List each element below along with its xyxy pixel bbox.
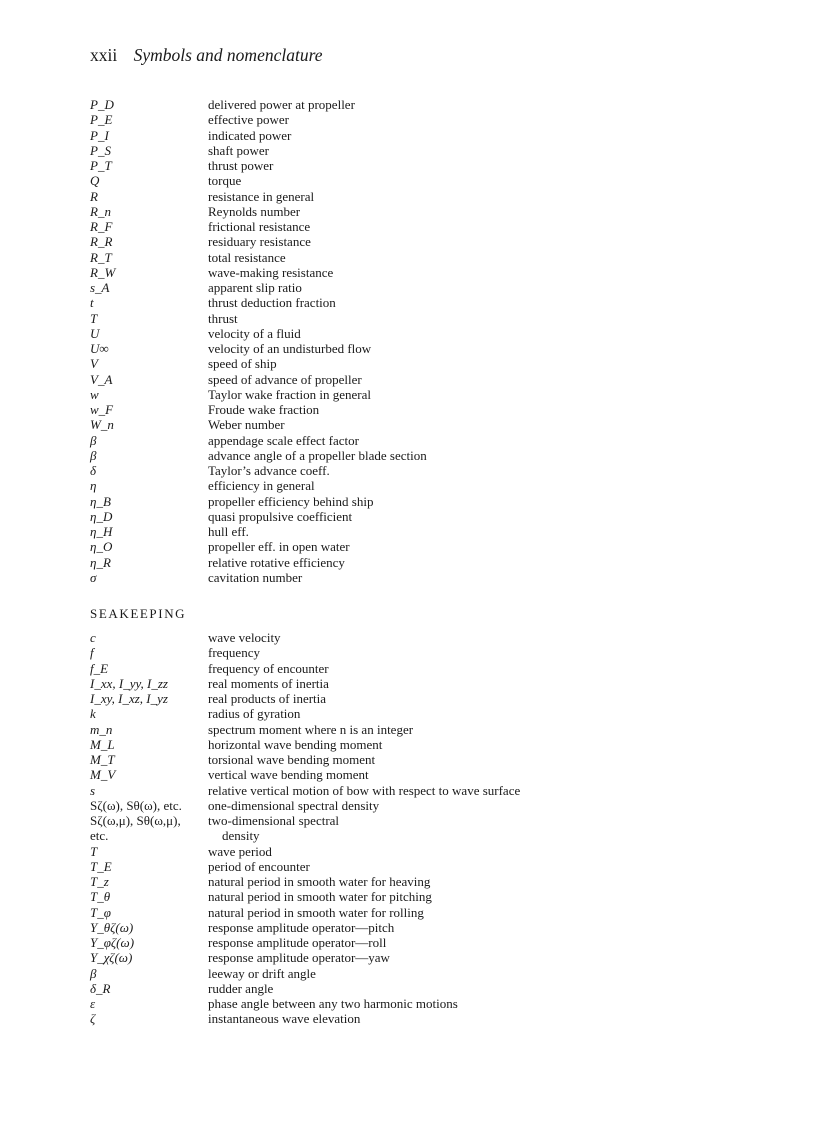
symbol: T_θ <box>90 889 111 905</box>
symbol: δ <box>90 463 97 478</box>
symbol: δ_R <box>90 980 111 996</box>
symbol: P_S <box>90 142 111 158</box>
definition: thrust power <box>208 158 274 173</box>
symbol: Sζ(ω,μ), Sθ(ω,μ), <box>90 813 181 828</box>
definition: response amplitude operator—pitch <box>208 919 395 935</box>
symbol: η_O <box>90 539 113 555</box>
definition: one-dimensional spectral density <box>208 797 380 813</box>
symbol-row <box>90 950 710 965</box>
symbol: Y_χζ(ω) <box>90 950 133 966</box>
definition: propeller eff. in open water <box>208 539 350 555</box>
symbol: η_R <box>90 554 111 570</box>
definition: period of encounter <box>208 858 310 874</box>
symbol: Y_θζ(ω) <box>90 919 134 935</box>
definition: thrust <box>208 310 238 326</box>
definition: torque <box>208 173 242 189</box>
symbol-row <box>90 570 710 585</box>
definition: density <box>222 828 260 844</box>
symbol: P_I <box>90 127 109 143</box>
symbol: η <box>90 478 97 494</box>
page-number: xxii <box>90 45 118 65</box>
symbol-row <box>90 676 710 691</box>
definition: wave-making resistance <box>208 264 334 280</box>
symbol-row <box>90 143 710 158</box>
definition: efficiency in general <box>208 478 315 494</box>
symbol: W_n <box>90 417 114 433</box>
symbol: R <box>90 188 98 204</box>
symbol-row <box>90 280 710 295</box>
symbol-row <box>90 844 710 859</box>
symbol-row <box>90 783 710 798</box>
symbol: m_n <box>90 721 113 737</box>
symbol-row <box>90 539 710 554</box>
definition: resistance in general <box>208 188 315 204</box>
symbol: R_T <box>90 249 112 265</box>
definition: total resistance <box>208 249 286 265</box>
symbol: Sζ(ω), Sθ(ω), etc. <box>90 797 182 813</box>
symbol: η_D <box>90 508 113 524</box>
symbol: M_T <box>90 752 115 767</box>
symbol-row <box>90 509 710 524</box>
symbol-row <box>90 387 710 402</box>
symbol: f_E <box>90 660 109 676</box>
definition: thrust deduction fraction <box>208 295 336 311</box>
symbol-row <box>90 265 710 280</box>
symbol-row <box>90 737 710 752</box>
definition: torsional wave bending moment <box>208 752 376 767</box>
symbol: c <box>90 630 96 645</box>
symbol-row <box>90 691 710 706</box>
definition: response amplitude operator—yaw <box>208 950 390 966</box>
definition: frictional resistance <box>208 219 311 234</box>
symbol: R_n <box>90 203 111 219</box>
symbol-row <box>90 706 710 721</box>
symbol-row <box>90 219 710 234</box>
symbol: ε <box>90 996 96 1011</box>
section-heading-seakeeping: SEAKEEPING <box>90 606 187 621</box>
seakeeping-symbol-list <box>90 630 710 1027</box>
definition: cavitation number <box>208 569 303 585</box>
symbol-row <box>90 722 710 737</box>
definition: appendage scale effect factor <box>208 432 359 448</box>
symbol-row <box>90 189 710 204</box>
symbol: w_F <box>90 402 114 417</box>
propulsion-symbol-list <box>90 97 710 585</box>
symbol: f <box>90 645 94 661</box>
symbol-row <box>90 173 710 188</box>
symbol: V <box>90 356 98 372</box>
symbol: R_F <box>90 219 113 234</box>
definition: phase angle between any two harmonic motions <box>208 996 458 1011</box>
definition: real products of inertia <box>208 691 327 706</box>
symbol: V_A <box>90 371 113 387</box>
definition: horizontal wave bending moment <box>208 736 383 752</box>
symbol-row <box>90 524 710 539</box>
definition: hull eff. <box>208 524 249 539</box>
symbol: T <box>90 310 98 326</box>
symbol-row <box>90 448 710 463</box>
symbol-row <box>90 905 710 920</box>
symbol: η_H <box>90 524 113 539</box>
symbol: k <box>90 706 96 722</box>
definition: wave period <box>208 843 272 859</box>
definition: delivered power at propeller <box>208 97 355 112</box>
symbol-row <box>90 874 710 889</box>
definition: response amplitude operator—roll <box>208 935 387 950</box>
symbol: σ <box>90 569 97 585</box>
symbol-row <box>90 935 710 950</box>
symbol: P_E <box>90 112 113 128</box>
symbol: etc. <box>90 828 109 844</box>
definition: quasi propulsive coefficient <box>208 508 353 524</box>
symbol-row <box>90 341 710 356</box>
symbol: R_R <box>90 234 113 250</box>
symbol: U <box>90 325 100 341</box>
running-title: Symbols and nomenclature <box>133 45 323 65</box>
symbol: T_z <box>90 874 109 889</box>
symbol-row <box>90 372 710 387</box>
definition: natural period in smooth water for heaving <box>208 874 431 889</box>
symbol: U∞ <box>90 341 109 356</box>
definition: rudder angle <box>208 980 274 996</box>
symbol: T <box>90 843 98 859</box>
symbol-row <box>90 752 710 767</box>
definition: Weber number <box>208 417 285 433</box>
definition: natural period in smooth water for pitching <box>208 889 432 905</box>
definition: Froude wake fraction <box>208 402 320 417</box>
symbol-row <box>90 555 710 570</box>
symbol-row <box>90 402 710 417</box>
definition: effective power <box>208 112 289 128</box>
symbol: P_D <box>90 97 114 112</box>
symbol-row <box>90 112 710 127</box>
symbol: Q <box>90 173 100 189</box>
symbol: β <box>90 447 97 463</box>
definition: frequency <box>208 645 260 661</box>
symbol: w <box>90 386 99 402</box>
symbol-row <box>90 128 710 143</box>
definition: speed of ship <box>208 356 277 372</box>
definition: velocity of an undisturbed flow <box>208 341 372 356</box>
symbol: η_B <box>90 493 111 509</box>
definition: apparent slip ratio <box>208 280 302 295</box>
symbol-row <box>90 463 710 478</box>
symbol-row <box>90 97 710 112</box>
definition: relative vertical motion of bow with respect to wave surface <box>208 782 521 798</box>
symbol-row <box>90 645 710 660</box>
definition: Reynolds number <box>208 203 301 219</box>
symbol: s_A <box>90 280 110 295</box>
symbol-row <box>90 417 710 432</box>
symbol-row <box>90 996 710 1011</box>
definition: velocity of a fluid <box>208 325 301 341</box>
symbol: Y_φζ(ω) <box>90 935 135 950</box>
symbol-row <box>90 311 710 326</box>
symbol-row <box>90 859 710 874</box>
definition: indicated power <box>208 127 292 143</box>
definition: speed of advance of propeller <box>208 371 362 387</box>
symbol: P_T <box>90 158 112 173</box>
symbol-row <box>90 981 710 996</box>
symbol: β <box>90 432 97 448</box>
symbol: T_φ <box>90 904 111 920</box>
symbol: s <box>90 782 96 798</box>
definition: Taylor’s advance coeff. <box>208 463 330 478</box>
definition: advance angle of a propeller blade section <box>208 447 427 463</box>
symbol-row <box>90 158 710 173</box>
definition: real moments of inertia <box>208 675 329 691</box>
symbol: R_W <box>90 264 116 280</box>
definition: radius of gyration <box>208 706 301 722</box>
symbol-row <box>90 250 710 265</box>
symbol: ζ <box>90 1011 96 1027</box>
symbol-row <box>90 433 710 448</box>
definition: shaft power <box>208 142 270 158</box>
definition: instantaneous wave elevation <box>208 1011 361 1027</box>
symbol-row <box>90 478 710 493</box>
definition: residuary resistance <box>208 234 311 250</box>
symbol-row <box>90 767 710 782</box>
page-header <box>90 44 323 66</box>
symbol-row <box>90 356 710 371</box>
symbol-row <box>90 234 710 249</box>
symbol-row <box>90 1011 710 1026</box>
definition: frequency of encounter <box>208 660 329 676</box>
symbol: M_L <box>90 736 115 752</box>
definition: Taylor wake fraction in general <box>208 386 371 402</box>
definition: relative rotative efficiency <box>208 554 345 570</box>
symbol-row <box>90 966 710 981</box>
definition: natural period in smooth water for rolling <box>208 904 424 920</box>
symbol-row <box>90 828 710 843</box>
symbol: M_V <box>90 767 116 783</box>
symbol-row <box>90 494 710 509</box>
symbol: β <box>90 965 97 981</box>
symbol-row <box>90 798 710 813</box>
symbol: I_xy, I_xz, I_yz <box>90 691 168 706</box>
symbol-row <box>90 630 710 645</box>
definition: propeller efficiency behind ship <box>208 493 374 509</box>
definition: leeway or drift angle <box>208 965 316 981</box>
symbol-row <box>90 920 710 935</box>
symbol-row <box>90 661 710 676</box>
symbol-row <box>90 889 710 904</box>
definition: two-dimensional spectral <box>208 813 340 828</box>
symbol-row <box>90 813 710 828</box>
definition: wave velocity <box>208 630 281 645</box>
definition: vertical wave bending moment <box>208 767 369 783</box>
symbol: t <box>90 295 94 311</box>
symbol-row <box>90 204 710 219</box>
symbol-row <box>90 326 710 341</box>
definition: spectrum moment where n is an integer <box>208 721 414 737</box>
symbol: I_xx, I_yy, I_zz <box>90 675 168 691</box>
symbol: T_E <box>90 858 112 874</box>
symbol-row <box>90 295 710 310</box>
